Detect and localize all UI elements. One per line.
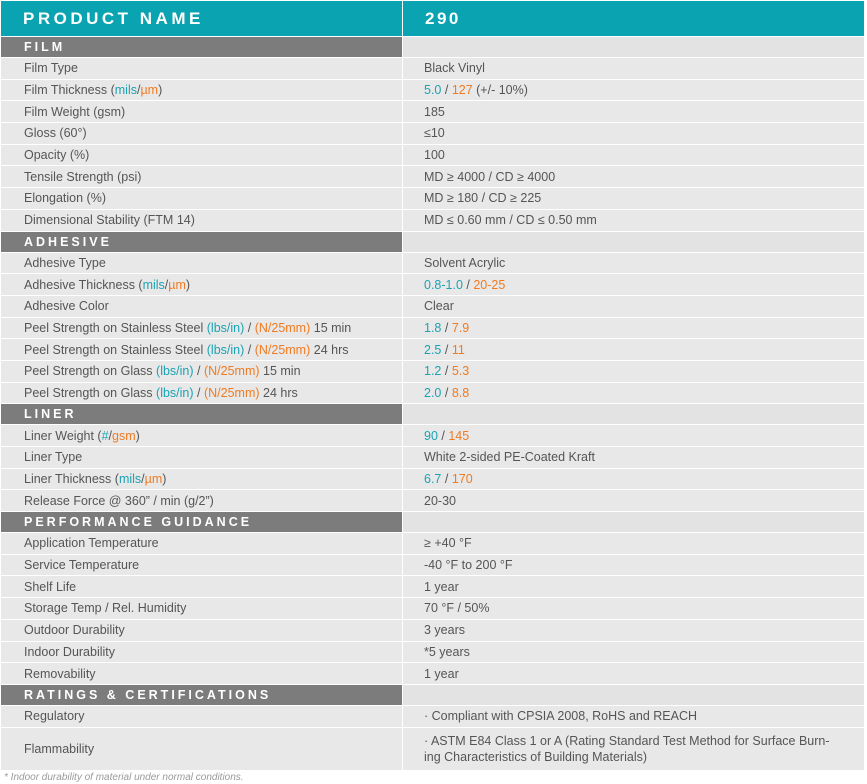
row-value: 3 years xyxy=(403,619,865,641)
table-row xyxy=(1,295,865,317)
table-row xyxy=(1,123,865,145)
row-label: Service Temperature xyxy=(1,554,403,576)
table-row xyxy=(1,490,865,512)
section-title: FILM xyxy=(1,37,403,58)
table-row xyxy=(1,554,865,576)
row-label: Adhesive Type xyxy=(1,252,403,274)
table-row xyxy=(1,727,865,770)
table-row xyxy=(1,209,865,231)
row-value: 185 xyxy=(403,101,865,123)
row-label: Peel Strength on Glass (lbs/in) / (N/25mm) 24 hrs xyxy=(1,382,403,404)
table-row xyxy=(1,274,865,296)
header-title-cell xyxy=(1,1,403,37)
row-label: Shelf Life xyxy=(1,576,403,598)
row-value: 1 year xyxy=(403,576,865,598)
row-value: · ASTM E84 Class 1 or A (Rating Standard Test Method for Surface Burn- ing Characteristics of Building Materials) xyxy=(403,727,865,770)
row-label: Dimensional Stability (FTM 14) xyxy=(1,209,403,231)
table-row xyxy=(1,641,865,663)
row-label: Liner Type xyxy=(1,447,403,469)
footnote: * Indoor durability of material under normal conditions. xyxy=(4,772,244,783)
row-label: Opacity (%) xyxy=(1,144,403,166)
section-title: LINER xyxy=(1,404,403,425)
unit-primary: (lbs/in) xyxy=(156,364,194,379)
unit-secondary: (N/25mm) xyxy=(254,342,311,357)
unit-primary: mils xyxy=(118,472,142,487)
row-value: 70 °F / 50% xyxy=(403,598,865,620)
section-header-ratings xyxy=(1,684,865,705)
row-label: Film Weight (gsm) xyxy=(1,101,403,123)
row-value: 5.0 / 127 (+/- 10%) xyxy=(403,79,865,101)
row-value: 1.8 / 7.9 xyxy=(403,317,865,339)
row-value: Clear xyxy=(403,295,865,317)
row-label: Adhesive Thickness (mils/µm) xyxy=(1,274,403,296)
row-value: Solvent Acrylic xyxy=(403,252,865,274)
row-label: Storage Temp / Rel. Humidity xyxy=(1,598,403,620)
unit-primary: # xyxy=(101,428,109,443)
table-row xyxy=(1,576,865,598)
row-value: Black Vinyl xyxy=(403,58,865,80)
row-value: ≤10 xyxy=(403,123,865,145)
unit-secondary: (N/25mm) xyxy=(254,320,311,335)
unit-secondary: µm xyxy=(168,277,186,292)
table-row xyxy=(1,188,865,210)
row-value: 90 / 145 xyxy=(403,425,865,447)
table-row xyxy=(1,144,865,166)
unit-primary: mils xyxy=(142,277,165,292)
row-label: Tensile Strength (psi) xyxy=(1,166,403,188)
row-value: MD ≥ 180 / CD ≥ 225 xyxy=(403,188,865,210)
row-value: 2.0 / 8.8 xyxy=(403,382,865,404)
unit-secondary: gsm xyxy=(112,428,136,443)
unit-secondary: (N/25mm) xyxy=(203,385,260,400)
row-value: 2.5 / 11 xyxy=(403,339,865,361)
row-value: 6.7 / 170 xyxy=(403,468,865,490)
row-value: 1.2 / 5.3 xyxy=(403,360,865,382)
table-row xyxy=(1,468,865,490)
unit-secondary: (N/25mm) xyxy=(203,364,260,379)
row-label: Application Temperature xyxy=(1,533,403,555)
table-row xyxy=(1,598,865,620)
row-value: White 2-sided PE-Coated Kraft xyxy=(403,447,865,469)
row-value: *5 years xyxy=(403,641,865,663)
unit-primary: (lbs/in) xyxy=(206,320,245,335)
row-value: MD ≥ 4000 / CD ≥ 4000 xyxy=(403,166,865,188)
section-header-liner xyxy=(1,404,865,425)
section-header-adhesive xyxy=(1,231,865,252)
section-header-film xyxy=(1,37,865,58)
row-label: Liner Thickness (mils/µm) xyxy=(1,468,403,490)
unit-secondary: µm xyxy=(144,472,163,487)
row-value: ≥ +40 °F xyxy=(403,533,865,555)
table-row xyxy=(1,58,865,80)
table-row xyxy=(1,339,865,361)
row-label: Film Thickness (mils/µm) xyxy=(1,79,403,101)
table-row xyxy=(1,425,865,447)
unit-primary: (lbs/in) xyxy=(206,342,245,357)
row-label: Adhesive Color xyxy=(1,295,403,317)
row-label: Outdoor Durability xyxy=(1,619,403,641)
table-row xyxy=(1,533,865,555)
table-row xyxy=(1,252,865,274)
row-label: Peel Strength on Stainless Steel (lbs/in) / (N/25mm) 24 hrs xyxy=(1,339,403,361)
header-title: PRODUCT NAME xyxy=(23,8,204,28)
table-row xyxy=(1,360,865,382)
row-label: Flammability xyxy=(1,727,403,770)
row-label: Peel Strength on Stainless Steel (lbs/in) / (N/25mm) 15 min xyxy=(1,317,403,339)
section-title: PERFORMANCE GUIDANCE xyxy=(1,512,403,533)
section-title: RATINGS & CERTIFICATIONS xyxy=(1,684,403,705)
table-row xyxy=(1,663,865,685)
row-label: Gloss (60°) xyxy=(1,123,403,145)
row-label: Release Force @ 360” / min (g/2”) xyxy=(1,490,403,512)
unit-secondary: µm xyxy=(140,83,159,98)
section-header-performance xyxy=(1,512,865,533)
table-row xyxy=(1,101,865,123)
header-row xyxy=(1,1,865,37)
row-value: 100 xyxy=(403,144,865,166)
row-value: -40 °F to 200 °F xyxy=(403,554,865,576)
row-value: 0.8-1.0 / 20-25 xyxy=(403,274,865,296)
table-row xyxy=(1,382,865,404)
row-value: · Compliant with CPSIA 2008, RoHS and REACH xyxy=(403,705,865,727)
unit-primary: mils xyxy=(114,83,137,98)
table-row xyxy=(1,79,865,101)
section-title: ADHESIVE xyxy=(1,231,403,252)
row-value: 20-30 xyxy=(403,490,865,512)
table-row xyxy=(1,447,865,469)
header-product-number: 290 xyxy=(425,8,461,28)
row-value: 1 year xyxy=(403,663,865,685)
row-value: MD ≤ 0.60 mm / CD ≤ 0.50 mm xyxy=(403,209,865,231)
table-row xyxy=(1,317,865,339)
unit-primary: (lbs/in) xyxy=(156,385,194,400)
row-label: Removability xyxy=(1,663,403,685)
row-label: Regulatory xyxy=(1,705,403,727)
table-row xyxy=(1,705,865,727)
row-label: Film Type xyxy=(1,58,403,80)
table-row xyxy=(1,619,865,641)
row-label: Peel Strength on Glass (lbs/in) / (N/25mm) 15 min xyxy=(1,360,403,382)
row-label: Elongation (%) xyxy=(1,188,403,210)
row-label: Indoor Durability xyxy=(1,641,403,663)
table-row xyxy=(1,166,865,188)
row-label: Liner Weight (#/gsm) xyxy=(1,425,403,447)
header-product-cell xyxy=(403,1,865,37)
